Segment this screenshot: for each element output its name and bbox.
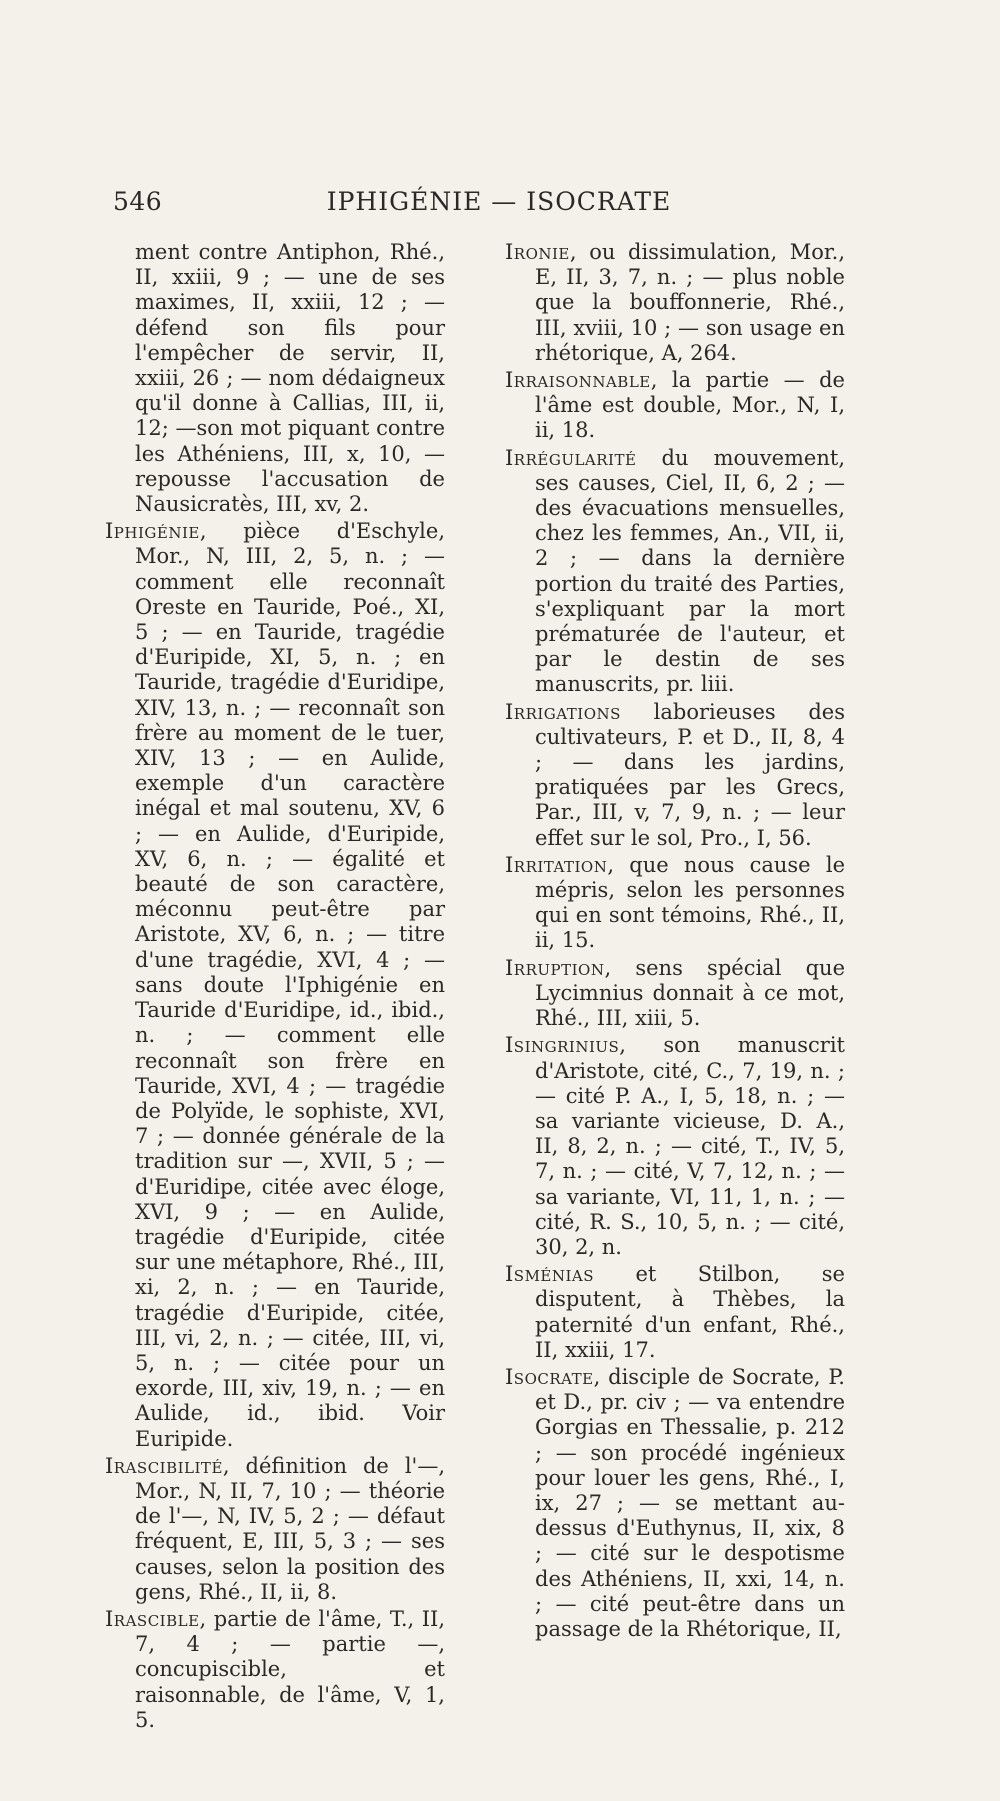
entry-headword: Isménias [505,1262,595,1287]
index-entry [505,700,845,851]
entry-text: , sens spécial que Lycimnius donnait à ce mot, Rhé., III, xiii, 5. [535,955,845,1031]
entry-headword: Irruption [505,955,605,980]
index-entry [105,240,445,517]
running-title: IPHIGÉNIE — ISOCRATE [326,187,672,216]
entry-text: , ou dissimulation, Mor., E, II, 3, 7, n. ; — plus noble que la bouffonnerie, Rhé., III, xviii, 10 ; — son usage en rhétorique, A, 264. [535,240,845,365]
entry-headword: Irrigations [505,699,621,724]
entry-text: ment contre Antiphon, Rhé., II, xxiii, 9 ; — une de ses maximes, II, xxiii, 12 ; — défend son fils pour l'empêcher de servir, II, xxiii, 26 ; — nom dédaigneux qu'il donne à Callias, III, ii, 12; —son mot piquant contre les Athéniens, III, x, 10, — repousse l'accusation de Nausicratès, III, xv, 2. [135,240,445,517]
index-entry [505,368,845,444]
index-entry [105,1607,445,1733]
entry-headword: Irraisonnable [505,368,651,393]
index-entry [505,1033,845,1260]
index-entry [105,1454,445,1605]
index-entry [105,519,445,1452]
entry-headword: Iphigénie [105,519,200,544]
right-column [505,240,845,1644]
entry-text: , partie de l'âme, T., II, 7, 4 ; — partie —, concupiscible, et raisonnable, de l'âme, V, 1, 5. [135,1606,445,1732]
entry-text: , pièce d'Eschyle, Mor., N, III, 2, 5, n. ; — comment elle reconnaît Oreste en Tauride, Poé., XI, 5 ; — en Tauride, tragédie d'Euripide, XI, 5, n. ; en Tauride, tragédie d'Euridipe, XIV, 13, n. ; — reconnaît son frère au moment de le tuer, XIV, 13 ; — en Aulide, exemple d'un caractère inégal et mal soutenu, XV, 6 ; — en Aulide, d'Euripide, XV, 6, n. ; — égalité et beauté de son caractère, méconnu peut-être par Aristote, XV, 6, n. ; — titre d'une tragédie, XVI, 4 ; — sans doute l'Iphigénie en Tauride d'Euridipe, id., ibid., n. ; — comment elle reconnaît son frère en Tauride, XVI, 4 ; — tragédie de Polyïde, le sophiste, XVI, 7 ; — donnée générale de la tradition sur —, XVII, 5 ; — d'Euridipe, citée avec éloge, XVI, 9 ; — en Aulide, tragédie d'Euripide, citée sur une métaphore, Rhé., III, xi, 2, n. ; — en Tauride, tragédie d'Euripide, citée, III, vi, 2, n. ; — citée, III, vi, 5, n. ; — citée pour un exorde, III, xiv, 19, n. ; — en Aulide, id., ibid. Voir Euripide. [135,519,445,1451]
entry-text: et Stilbon, se disputent, à Thèbes, la paternité d'un enfant, Rhé., II, xxiii, 17. [535,1262,845,1362]
entry-text: laborieuses des cultivateurs, P. et D., II, 8, 4 ; — dans les jardins, pratiquées par les Grecs, Par., III, v, 7, 9, n. ; — leur effet sur le sol, Pro., I, 56. [535,699,845,850]
entry-headword: Isingrinius [505,1033,620,1058]
entry-headword: Ironie [505,240,570,264]
entry-text: , son manuscrit d'Aristote, cité, C., 7, 19, n. ; — cité P. A., I, 5, 18, n. ; — sa variante vicieuse, D. A., II, 8, 2, n. ; — cité, T., IV, 5, 7, n. ; — cité, V, 7, 12, n. ; — sa variante, VI, 11, 1, n. ; — cité, R. S., 10, 5, n. ; — cité, 30, 2, n. [535,1033,845,1259]
entry-headword: Isocrate [505,1364,594,1389]
index-entry [505,1365,845,1642]
entry-headword: Irascibilité [105,1453,223,1478]
left-column [105,240,445,1735]
entry-text: du mouvement, ses causes, Ciel, II, 6, 2 ; — des évacuations mensuelles, chez les femmes, An., VII, ii, 2 ; — dans la dernière portion du traité des Parties, s'expliquant par la mort prématurée de l'auteur, et par le destin de ses manuscrits, pr. liii. [535,445,845,697]
index-entry [505,1262,845,1363]
index-entry [505,853,845,954]
entry-headword: Irascible [105,1606,200,1631]
index-entry [505,240,845,366]
entry-text: , la partie — de l'âme est double, Mor., N, I, ii, 18. [535,368,845,443]
entry-text: , disciple de Socrate, P. et D., pr. civ ; — va entendre Gorgias en Thessalie, p. 212 ; — son procédé ingénieux pour louer les gens, Rhé., I, ix, 27 ; — se mettant au-dessus d'Euthynus, II, xix, 8 ; — cité sur le despotisme des Athéniens, II, xxi, 14, n. ; — cité peut-être dans un passage de la Rhétorique, II, [535,1364,845,1641]
index-entry [505,446,845,698]
entry-headword: Irrégularité [505,445,637,470]
entry-headword: Irritation [505,852,608,877]
page-header [113,187,885,223]
index-entry [505,956,845,1032]
page-number: 546 [113,187,163,216]
entry-text: , définition de l'—, Mor., N, II, 7, 10 ; — théorie de l'—, N, IV, 5, 2 ; — défaut fréquent, E, III, 5, 3 ; — ses causes, selon la position des gens, Rhé., II, ii, 8. [135,1453,445,1604]
entry-text: , que nous cause le mépris, selon les personnes qui en sont témoins, Rhé., II, ii, 15. [535,852,845,953]
